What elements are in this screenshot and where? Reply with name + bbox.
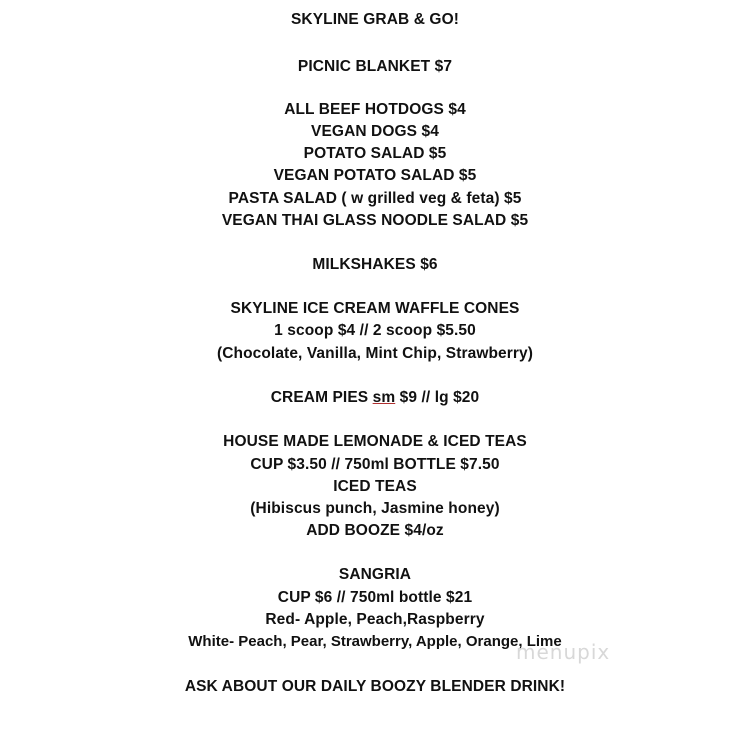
blender-drink-note: ASK ABOUT OUR DAILY BOOZY BLENDER DRINK! <box>184 678 566 695</box>
cream-pies-label: CREAM PIES <box>270 389 373 406</box>
menu-section-sangria: SANGRIA <box>338 566 412 583</box>
waffle-cone-flavors: (Chocolate, Vanilla, Mint Chip, Strawberry) <box>216 345 534 362</box>
menu-item-vegan-dogs: VEGAN DOGS $4 <box>311 123 439 140</box>
cream-pies-prices: $9 // lg $20 <box>395 389 480 406</box>
menu-item-potato-salad: POTATO SALAD $5 <box>303 145 447 162</box>
iced-tea-flavors: (Hibiscus punch, Jasmine honey) <box>250 500 500 517</box>
cream-pies-sm: sm <box>372 389 396 406</box>
menu-section-lemonade: HOUSE MADE LEMONADE & ICED TEAS <box>223 433 527 450</box>
menupix-watermark: menupix <box>516 640 611 664</box>
sangria-red: Red- Apple, Peach,Raspberry <box>265 611 485 628</box>
iced-teas-heading: ICED TEAS <box>333 478 417 495</box>
menu-item-beef-hotdogs: ALL BEEF HOTDOGS $4 <box>284 101 466 118</box>
menu-section-waffle-cones: SKYLINE ICE CREAM WAFFLE CONES <box>230 300 520 317</box>
lemonade-prices: CUP $3.50 // 750ml BOTTLE $7.50 <box>250 456 500 473</box>
menu-item-milkshakes: MILKSHAKES $6 <box>312 256 438 273</box>
menu-item-vegan-potato-salad: VEGAN POTATO SALAD $5 <box>273 167 477 184</box>
menu-title: SKYLINE GRAB & GO! <box>290 11 459 28</box>
sangria-white: White- Peach, Pear, Strawberry, Apple, Orange, Lime <box>188 633 562 650</box>
menu-item-cream-pies <box>0 387 750 409</box>
menu-item-pasta-salad: PASTA SALAD ( w grilled veg & feta) $5 <box>228 190 522 207</box>
waffle-cone-prices: 1 scoop $4 // 2 scoop $5.50 <box>274 322 476 339</box>
menu-item-vegan-thai-noodle-salad: VEGAN THAI GLASS NOODLE SALAD $5 <box>221 212 529 229</box>
sangria-prices: CUP $6 // 750ml bottle $21 <box>277 589 473 606</box>
add-booze: ADD BOOZE $4/oz <box>306 522 444 539</box>
menu-item-picnic-blanket: PICNIC BLANKET $7 <box>297 58 453 75</box>
